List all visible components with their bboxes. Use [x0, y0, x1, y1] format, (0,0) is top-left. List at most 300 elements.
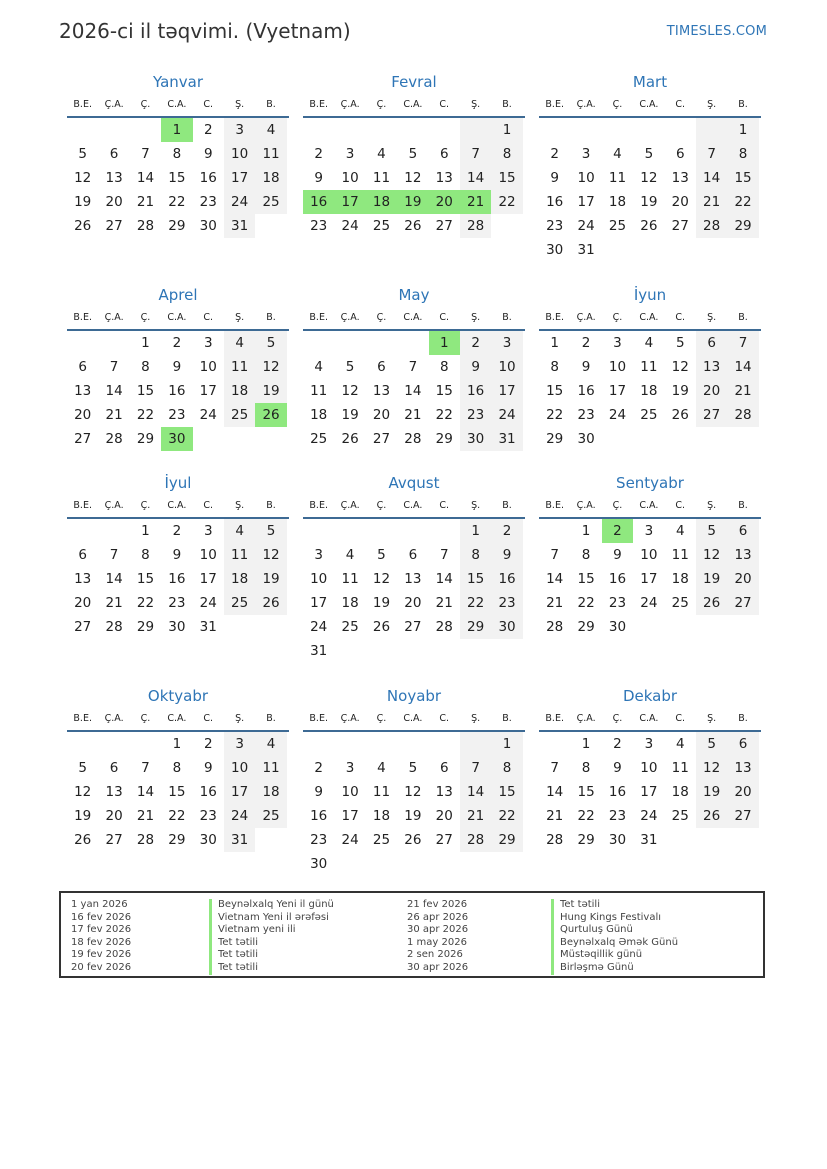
day-cell: 30: [460, 427, 491, 451]
day-cell: 4: [224, 331, 255, 355]
weekday-label: C.A.: [167, 500, 187, 511]
day-cell: 12: [404, 784, 422, 800]
weekday-label: B.E.: [545, 312, 564, 323]
month-10: [67, 686, 289, 852]
day-cell: 4: [377, 146, 386, 162]
day-cell: 14: [546, 784, 564, 800]
day-cell: 22: [435, 407, 453, 423]
day-cell: 4: [675, 523, 685, 539]
day-cell: 19: [74, 194, 92, 210]
day-cell: 27: [671, 218, 689, 234]
day-cell: 30: [608, 619, 627, 635]
day-cell: 9: [314, 170, 323, 186]
day-cell: 6: [727, 732, 758, 756]
day-cell: 28: [460, 214, 491, 238]
day-cell: 4: [613, 146, 622, 162]
day-cell: 12: [640, 170, 658, 186]
month-name: İyun: [633, 286, 667, 304]
day-cell: 22: [168, 808, 186, 824]
day-cell: 20: [727, 780, 758, 804]
day-cell: 23: [546, 218, 564, 234]
day-cell: 31: [491, 427, 522, 451]
day-cell: 1: [581, 523, 591, 539]
day-cell: 16: [199, 170, 217, 186]
empty-day-cell: [539, 519, 570, 543]
empty-day-cell: [366, 732, 397, 756]
day-cell: 20: [696, 379, 727, 403]
day-cell: 25: [608, 218, 627, 234]
day-cell: 17: [577, 194, 595, 210]
day-cell: 11: [372, 784, 391, 800]
day-cell: 9: [460, 355, 491, 379]
day-cell: 26: [671, 407, 689, 423]
day-cell: 13: [727, 756, 758, 780]
day-cell: 10: [577, 170, 595, 186]
day-cell: 4: [314, 359, 323, 375]
day-cell: 11: [224, 355, 255, 379]
day-cell: 9: [314, 784, 323, 800]
empty-day-cell: [303, 118, 334, 142]
day-cell: 28: [435, 619, 453, 635]
day-cell: 20: [74, 407, 92, 423]
holiday-day-cell: 18: [366, 190, 397, 214]
weekday-label: Ç.A.: [340, 312, 360, 323]
day-cell: 31: [577, 242, 595, 258]
weekday-label: Ç.A.: [104, 312, 124, 323]
day-cell: 11: [671, 547, 689, 563]
empty-day-cell: [539, 118, 570, 142]
weekday-label: B.E.: [309, 312, 328, 323]
holiday-day-cell: 16: [303, 190, 334, 214]
day-cell: 16: [491, 567, 522, 591]
day-cell: 3: [345, 146, 355, 162]
empty-day-cell: [303, 519, 334, 543]
day-cell: 12: [341, 383, 359, 399]
weekday-label: Ş.: [235, 500, 245, 511]
day-cell: 24: [577, 218, 595, 234]
weekday-label: Ş.: [471, 713, 481, 724]
weekday-label: Ç.: [612, 312, 623, 323]
weekday-label: C.: [439, 500, 450, 511]
day-cell: 14: [546, 571, 564, 587]
holiday-names-col-2: [551, 899, 678, 975]
day-cell: 30: [491, 615, 522, 639]
day-cell: 8: [491, 756, 522, 780]
holiday-day-cell: 17: [334, 190, 365, 214]
holiday-day-cell: 21: [460, 190, 491, 214]
day-cell: 29: [168, 218, 186, 234]
day-cell: 21: [136, 808, 155, 824]
holiday-day-cell: 30: [161, 427, 192, 451]
day-cell: 14: [460, 780, 491, 804]
holiday-name: Tet tətili: [209, 962, 334, 975]
holiday-name: Hung Kings Festivalı: [551, 912, 678, 925]
day-grid: [303, 732, 525, 876]
day-cell: 10: [199, 359, 217, 375]
empty-day-cell: [460, 732, 491, 756]
day-cell: 8: [141, 547, 150, 563]
day-cell: 13: [404, 571, 422, 587]
weekday-label: Ç.: [376, 312, 387, 323]
weekday-label: B.: [266, 312, 276, 323]
day-cell: 19: [696, 567, 727, 591]
weekday-header: [539, 495, 761, 519]
day-cell: 30: [168, 619, 186, 635]
day-cell: 7: [727, 331, 758, 355]
month-9: [539, 473, 761, 639]
day-cell: 27: [435, 218, 453, 234]
day-cell: 18: [224, 567, 255, 591]
month-name: Avqust: [388, 474, 440, 492]
day-cell: 26: [372, 619, 391, 635]
day-cell: 6: [109, 146, 119, 162]
holiday-name: Beynəlxalq Əmək Günü: [551, 937, 678, 950]
day-cell: 13: [435, 784, 453, 800]
holiday-day-cell: 1: [429, 331, 460, 355]
month-name: Aprel: [158, 286, 198, 304]
empty-day-cell: [366, 519, 397, 543]
day-cell: 4: [644, 335, 654, 351]
day-cell: 5: [78, 146, 87, 162]
day-cell: 19: [74, 808, 92, 824]
day-cell: 4: [675, 736, 685, 752]
day-grid: [67, 732, 289, 852]
weekday-label: Ş.: [235, 713, 245, 724]
day-cell: 28: [696, 214, 727, 238]
weekday-label: Ç.: [376, 500, 387, 511]
holiday-date: 20 fev 2026: [71, 961, 132, 973]
day-cell: 28: [136, 218, 155, 234]
day-cell: 26: [696, 591, 727, 615]
day-grid: [303, 331, 525, 451]
day-cell: 21: [727, 379, 758, 403]
day-cell: 5: [345, 359, 355, 375]
day-cell: 2: [550, 146, 559, 162]
month-name: Mart: [632, 73, 668, 91]
month-3: [539, 72, 761, 262]
day-cell: 31: [224, 214, 255, 238]
day-cell: 2: [172, 335, 182, 351]
day-cell: 23: [460, 403, 491, 427]
day-cell: 26: [404, 218, 422, 234]
day-cell: 28: [460, 828, 491, 852]
day-cell: 5: [408, 760, 418, 776]
day-cell: 31: [224, 828, 255, 852]
day-cell: 16: [577, 383, 595, 399]
day-cell: 29: [546, 431, 564, 447]
day-cell: 17: [224, 780, 255, 804]
day-cell: 15: [727, 166, 758, 190]
day-cell: 8: [172, 760, 182, 776]
weekday-header: [303, 307, 525, 331]
day-cell: 11: [372, 170, 391, 186]
day-cell: 30: [199, 218, 217, 234]
day-cell: 25: [372, 218, 391, 234]
day-cell: 26: [404, 832, 422, 848]
day-cell: 2: [460, 331, 491, 355]
day-cell: 14: [105, 571, 123, 587]
day-cell: 17: [341, 808, 359, 824]
weekday-header: [539, 708, 761, 732]
empty-day-cell: [334, 519, 365, 543]
day-cell: 2: [613, 736, 622, 752]
day-cell: 7: [109, 547, 119, 563]
weekday-label: C.A.: [167, 713, 187, 724]
day-cell: 15: [168, 784, 186, 800]
day-cell: 20: [74, 595, 92, 611]
day-cell: 20: [671, 194, 689, 210]
day-cell: 4: [255, 118, 286, 142]
day-cell: 4: [224, 519, 255, 543]
day-cell: 31: [199, 619, 217, 635]
holiday-name: Birləşmə Günü: [551, 962, 678, 975]
month-1: [67, 72, 289, 238]
holiday-date: 1 yan 2026: [71, 899, 128, 910]
weekday-label: B.E.: [545, 500, 564, 511]
day-cell: 25: [372, 832, 391, 848]
day-grid: [67, 519, 289, 639]
day-cell: 15: [460, 567, 491, 591]
day-cell: 27: [727, 804, 758, 828]
day-cell: 10: [224, 756, 255, 780]
day-cell: 5: [696, 732, 727, 756]
holiday-name: Qurtuluş Günü: [551, 924, 678, 937]
weekday-header: [539, 307, 761, 331]
day-cell: 19: [404, 808, 422, 824]
day-cell: 20: [372, 407, 391, 423]
weekday-header: [303, 94, 525, 118]
day-cell: 18: [224, 379, 255, 403]
holiday-name: Vietnam Yeni il ərəfəsi: [209, 912, 334, 925]
day-cell: 7: [550, 547, 559, 563]
day-grid: [539, 118, 761, 262]
weekday-label: Ş.: [707, 713, 717, 724]
empty-day-cell: [665, 118, 696, 142]
day-cell: 18: [671, 571, 689, 587]
day-cell: 27: [404, 619, 422, 635]
month-name: Noyabr: [386, 687, 442, 705]
day-cell: 13: [435, 170, 453, 186]
holiday-date: 30 apr 2026: [407, 961, 469, 973]
day-cell: 21: [546, 808, 564, 824]
day-cell: 17: [640, 571, 658, 587]
day-cell: 23: [168, 595, 186, 611]
day-cell: 15: [546, 383, 564, 399]
empty-day-cell: [303, 732, 334, 756]
day-cell: 21: [136, 194, 155, 210]
day-cell: 6: [675, 146, 685, 162]
day-cell: 30: [608, 832, 627, 848]
holiday-date: 21 fev 2026: [407, 899, 468, 910]
day-cell: 16: [168, 383, 186, 399]
day-cell: 30: [199, 832, 217, 848]
empty-day-cell: [366, 118, 397, 142]
day-cell: 16: [608, 784, 627, 800]
day-cell: 29: [577, 619, 595, 635]
day-cell: 12: [74, 784, 92, 800]
day-cell: 3: [613, 335, 622, 351]
day-cell: 7: [141, 760, 150, 776]
day-cell: 5: [675, 335, 685, 351]
day-cell: 26: [74, 218, 92, 234]
day-cell: 14: [136, 784, 155, 800]
holiday-names-col-1: [209, 899, 334, 975]
day-cell: 3: [345, 760, 355, 776]
day-cell: 2: [491, 519, 522, 543]
day-cell: 22: [491, 804, 522, 828]
day-cell: 17: [310, 595, 328, 611]
day-cell: 10: [199, 547, 217, 563]
weekday-label: Ş.: [471, 312, 481, 323]
weekday-label: Ç.A.: [576, 713, 596, 724]
weekday-label: Ç.A.: [576, 500, 596, 511]
weekday-label: Ş.: [235, 312, 245, 323]
day-cell: 16: [199, 784, 217, 800]
day-cell: 19: [255, 567, 286, 591]
brand-link[interactable]: TIMESLES.COM: [666, 24, 767, 39]
weekday-label: Ş.: [707, 312, 717, 323]
day-cell: 18: [671, 784, 689, 800]
day-grid: [539, 519, 761, 639]
weekday-label: Ç.: [376, 99, 387, 110]
day-cell: 23: [310, 832, 328, 848]
day-cell: 9: [491, 543, 522, 567]
day-cell: 3: [224, 732, 255, 756]
day-cell: 12: [255, 543, 286, 567]
day-cell: 27: [74, 619, 92, 635]
day-cell: 11: [608, 170, 627, 186]
day-cell: 5: [255, 331, 286, 355]
day-cell: 22: [546, 407, 564, 423]
weekday-label: Ç.: [140, 713, 151, 724]
weekday-label: B.E.: [73, 500, 92, 511]
day-cell: 19: [372, 595, 391, 611]
day-cell: 11: [341, 571, 359, 587]
empty-day-cell: [397, 519, 428, 543]
weekday-label: C.A.: [167, 312, 187, 323]
day-cell: 9: [172, 359, 182, 375]
weekday-label: C.A.: [403, 312, 423, 323]
day-cell: 12: [74, 170, 92, 186]
holiday-date: 30 apr 2026: [407, 924, 469, 936]
day-cell: 2: [314, 760, 323, 776]
weekday-label: Ş.: [471, 500, 481, 511]
empty-day-cell: [429, 732, 460, 756]
day-cell: 31: [640, 832, 658, 848]
day-cell: 26: [696, 804, 727, 828]
weekday-label: C.A.: [403, 99, 423, 110]
day-cell: 18: [640, 383, 658, 399]
day-cell: 27: [696, 403, 727, 427]
day-cell: 23: [608, 808, 627, 824]
weekday-label: B.E.: [73, 312, 92, 323]
day-cell: 3: [314, 547, 323, 563]
day-cell: 1: [550, 335, 559, 351]
day-cell: 7: [460, 142, 491, 166]
day-grid: [303, 118, 525, 238]
day-cell: 29: [435, 431, 453, 447]
day-cell: 7: [408, 359, 418, 375]
day-cell: 18: [341, 595, 359, 611]
day-cell: 25: [341, 619, 359, 635]
month-name: Yanvar: [152, 73, 204, 91]
day-cell: 17: [199, 383, 217, 399]
weekday-label: Ş.: [235, 99, 245, 110]
weekday-label: C.A.: [639, 99, 659, 110]
weekday-label: Ş.: [707, 500, 717, 511]
day-cell: 17: [640, 784, 658, 800]
holiday-date: 16 fev 2026: [71, 911, 132, 923]
empty-day-cell: [397, 732, 428, 756]
month-2: [303, 72, 525, 238]
day-cell: 1: [581, 736, 591, 752]
day-cell: 10: [640, 760, 658, 776]
holiday-date: 26 apr 2026: [407, 911, 469, 923]
holiday-name: Tet tətili: [209, 949, 334, 962]
empty-day-cell: [334, 118, 365, 142]
day-cell: 15: [491, 780, 522, 804]
holiday-name: Beynəlxalq Yeni il günü: [209, 899, 334, 912]
day-cell: 31: [310, 643, 328, 659]
month-name: Oktyabr: [147, 687, 209, 705]
day-cell: 18: [372, 808, 391, 824]
day-cell: 1: [172, 736, 182, 752]
page-title: 2026-ci il təqvimi. (Vyetnam): [59, 19, 351, 43]
day-cell: 1: [141, 523, 150, 539]
day-cell: 20: [105, 808, 123, 824]
day-cell: 23: [491, 591, 522, 615]
day-cell: 29: [136, 431, 155, 447]
day-grid: [539, 331, 761, 451]
empty-day-cell: [397, 118, 428, 142]
weekday-label: C.A.: [639, 500, 659, 511]
day-cell: 30: [546, 242, 564, 258]
empty-day-cell: [130, 732, 161, 756]
day-cell: 14: [460, 166, 491, 190]
weekday-label: B.E.: [309, 713, 328, 724]
day-cell: 27: [727, 591, 758, 615]
day-cell: 30: [577, 431, 595, 447]
holiday-day-cell: 19: [397, 190, 428, 214]
day-cell: 27: [372, 431, 391, 447]
holiday-day-cell: 2: [602, 519, 633, 543]
day-cell: 8: [460, 543, 491, 567]
day-cell: 25: [255, 804, 286, 828]
weekday-label: Ç.: [140, 312, 151, 323]
weekday-label: B.E.: [73, 99, 92, 110]
empty-day-cell: [98, 118, 129, 142]
day-cell: 10: [310, 571, 328, 587]
day-cell: 9: [203, 146, 213, 162]
day-cell: 6: [377, 359, 386, 375]
weekday-label: B.: [738, 312, 748, 323]
weekday-label: B.E.: [309, 500, 328, 511]
weekday-label: Ç.A.: [104, 500, 124, 511]
month-5: [303, 285, 525, 451]
empty-day-cell: [334, 331, 365, 355]
day-cell: 6: [408, 547, 418, 563]
weekday-label: B.: [266, 713, 276, 724]
day-cell: 6: [109, 760, 119, 776]
day-cell: 7: [439, 547, 449, 563]
day-cell: 7: [141, 146, 150, 162]
day-cell: 29: [727, 214, 758, 238]
day-cell: 4: [345, 547, 355, 563]
day-cell: 23: [608, 595, 627, 611]
day-cell: 6: [439, 146, 449, 162]
month-name: Sentyabr: [616, 474, 684, 492]
day-cell: 24: [608, 407, 627, 423]
